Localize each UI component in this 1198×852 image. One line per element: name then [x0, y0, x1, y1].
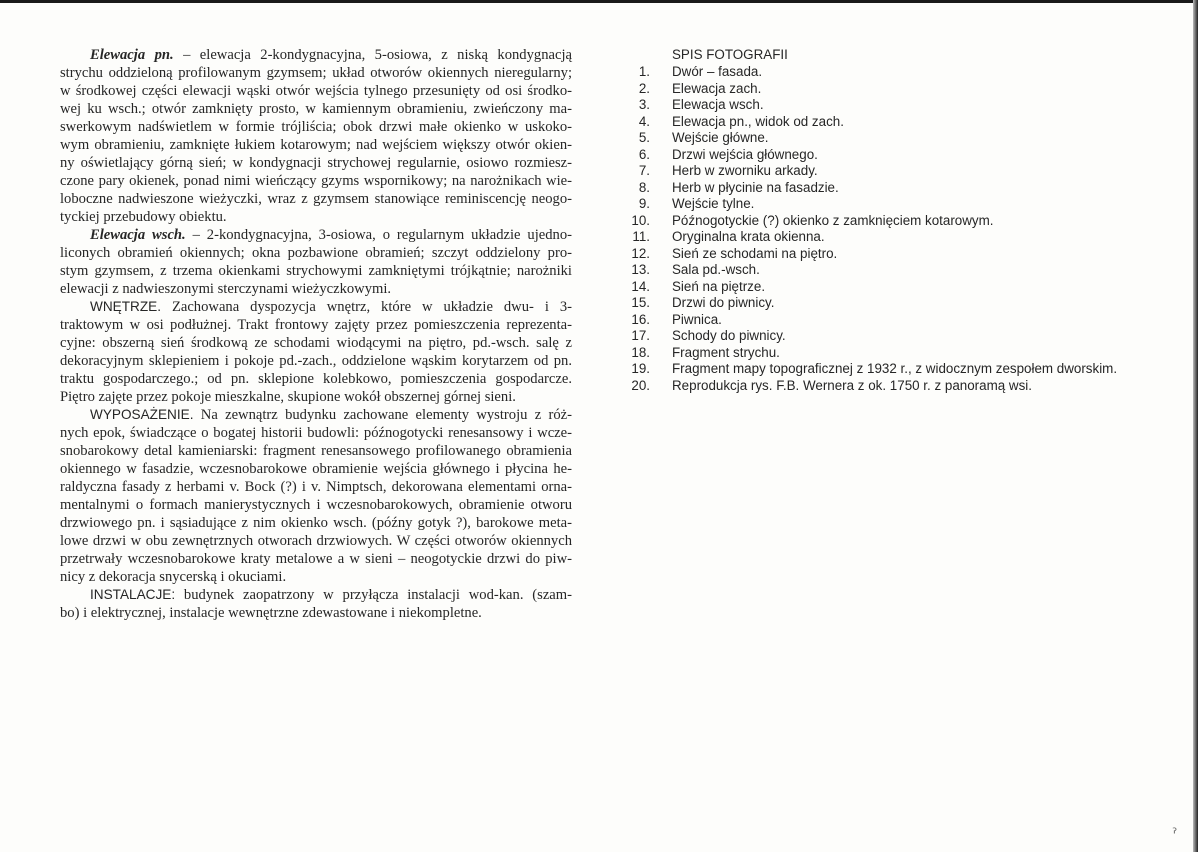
line-text: lowe drzwi w obu zewnętrznych otworach drzwiowych. W części otworów okiennych [60, 533, 572, 549]
item-caption: Sala pd.-wsch. [672, 262, 760, 277]
photo-list-item [620, 180, 1117, 197]
photo-list-title: SPIS FOTOGRAFII [672, 47, 788, 62]
line-text: snobarokowy detal kamieniarski: fragment renesansowego profilowanego obramienia [60, 443, 572, 459]
photo-list-item [620, 361, 1117, 378]
text-line [60, 442, 572, 460]
photo-list-item [620, 328, 1117, 345]
line-text: swerkowym nadświetlem w formie trójliścia; obok drzwi małe okienko w uskoko- [60, 119, 572, 135]
text-line [60, 586, 572, 604]
line-text: cyjne: obszerną sień środkową ze schodami wiodącymi na piętro, pd.-wsch. salę z [60, 335, 572, 351]
item-number: 7. [638, 163, 650, 178]
item-number: 4. [638, 113, 650, 129]
text-line [60, 568, 572, 586]
line-text: Na zewnątrz budynku zachowane elementy wystroju z róż- [193, 407, 572, 423]
item-caption: Schody do piwnicy. [672, 328, 786, 343]
text-line [60, 406, 572, 424]
photo-list-item [620, 114, 1117, 131]
item-caption: Fragment mapy topograficznej z 1932 r., z widocznym zespołem dworskim. [672, 361, 1118, 376]
item-number: 15. [631, 295, 650, 310]
line-text: nicy z dekoracja snycerską i okuciami. [60, 569, 287, 585]
photo-list-item [620, 81, 1117, 98]
line-text: traktu gospodarczego.; od pn. sklepione kolebkowo, pomieszczenia gospodarcze. [60, 371, 572, 387]
item-caption: Drzwi do piwnicy. [672, 295, 775, 310]
text-line [60, 460, 572, 478]
text-line [60, 64, 572, 82]
section-heading: WNĘTRZE. [90, 299, 161, 314]
line-text: w środkowej części elewacji wąski otwór wejścia tylnego przesunięty od osi środko- [60, 83, 572, 99]
line-text: Piętro zajęte przez pokoje mieszkalne, skupione wokół obszernej górnej sieni. [60, 389, 516, 405]
item-number: 5. [638, 130, 650, 145]
line-text: wej ku wsch.; otwór zamknięty prosto, w kamiennym obramieniu, zwieńczony ma- [60, 101, 572, 117]
item-number: 2. [638, 80, 650, 96]
item-caption: Dwór – fasada. [672, 64, 763, 79]
line-text: okiennego w fasadzie, wczesnobarokowe obramienie wejścia głównego i płycina he- [60, 461, 572, 477]
scan-right-edge [1193, 0, 1198, 852]
item-number: 19. [631, 361, 650, 376]
text-line [60, 532, 572, 550]
photo-list-item [620, 196, 1117, 213]
photo-list-item [620, 130, 1117, 147]
item-number: 13. [631, 262, 650, 277]
item-caption: Wejście tylne. [672, 196, 755, 211]
item-caption: Piwnica. [672, 311, 722, 327]
line-text: elewacji z nadwieszonymi sterczynami wieżyczkowymi. [60, 281, 392, 297]
line-text: budynek zaopatrzony w przyłącza instalacji wod-kan. (szam- [175, 587, 572, 603]
line-text: stym gzymsem, z trzema okienkami strychowymi zamkniętymi trójkątnie; narożniki [60, 263, 572, 279]
photo-list-item [620, 64, 1117, 81]
line-text: – 2-kondygnacyjna, 3-osiowa, o regularnym układzie ujedno- [185, 227, 572, 243]
item-number: 18. [631, 344, 650, 360]
line-text: tyckiej przebudowy obiektu. [60, 209, 227, 225]
item-number: 10. [631, 212, 650, 228]
item-number: 11. [632, 229, 650, 244]
photo-list-item [620, 279, 1117, 296]
text-line [60, 424, 572, 442]
item-caption: Herb w zworniku arkady. [672, 163, 818, 178]
item-number: 17. [631, 328, 650, 343]
scan-mark: ˀ [1172, 826, 1178, 842]
line-text: traktowym w osi podłużnej. Trakt frontowy zajęty przez pomieszczenia reprezenta- [60, 317, 572, 333]
text-line [60, 352, 572, 370]
item-caption: Drzwi wejścia głównego. [672, 146, 818, 162]
line-text: dekoracyjnym sklepieniem i pokoje pd.-zach., oddzielone wąskim korytarzem od pn. [60, 353, 572, 369]
item-caption: Oryginalna krata okienna. [672, 229, 825, 244]
item-caption: Elewacja wsch. [672, 97, 764, 112]
photo-list-item [620, 262, 1117, 279]
line-text: ny oświetlający górną sień; w kondygnacji strychowej regularnie, osiowo rozmiesz- [60, 155, 572, 171]
line-text: – elewacja 2-kondygnacyjna, 5-osiowa, z niską kondygnacją [173, 47, 572, 63]
text-line [60, 46, 572, 64]
item-number: 3. [638, 97, 650, 112]
item-number: 9. [638, 196, 650, 211]
section-heading: INSTALACJE: [90, 587, 176, 602]
text-line [60, 298, 572, 316]
text-line [60, 496, 572, 514]
line-text: nych epok, świadczące o bogatej historii budowli: późnogotycki renesansowy i wcze- [60, 425, 572, 441]
text-line [60, 550, 572, 568]
item-number: 16. [631, 311, 650, 327]
photo-list-item [620, 246, 1117, 263]
line-text: bo) i elektrycznej, instalacje wewnętrzne zdewastowane i niekompletne. [60, 605, 482, 621]
text-line [60, 478, 572, 496]
line-text: liconych obramień okiennych; okna pozbawione obramień; szczyt oddzielony pro- [60, 245, 572, 261]
photo-list [620, 46, 1117, 394]
text-line [60, 226, 572, 244]
line-text: loboczne nadwieszone wieżyczki, wraz z gzymsem stanowiące reminiscencję neogo- [60, 191, 572, 207]
text-line [60, 334, 572, 352]
item-caption: Sień ze schodami na piętro. [672, 245, 838, 261]
text-line [60, 316, 572, 334]
item-caption: Reprodukcja rys. F.B. Wernera z ok. 1750 r. z panoramą wsi. [672, 377, 1032, 393]
line-text: strychu oddzieloną profilowanym gzymsem; układ otworów okiennych nieregularny; [60, 65, 572, 81]
text-line [60, 136, 572, 154]
text-line [60, 244, 572, 262]
line-text: mentalnymi o formach manierystycznych i wczesnobarokowych, obramienie otworu [60, 497, 572, 513]
text-line [60, 82, 572, 100]
item-caption: Sień na piętrze. [672, 278, 766, 294]
text-line [60, 262, 572, 280]
photo-list-item [620, 97, 1117, 114]
text-line [60, 388, 572, 406]
text-line [60, 100, 572, 118]
section-heading: WYPOSAŻENIE. [90, 407, 194, 422]
item-number: 1. [638, 64, 650, 79]
text-line [60, 118, 572, 136]
text-line [60, 514, 572, 532]
photo-list-item [620, 163, 1117, 180]
photo-list-item [620, 213, 1117, 230]
photo-list-item [620, 229, 1117, 246]
item-caption: Herb w płycinie na fasadzie. [672, 179, 839, 195]
photo-list-item [620, 312, 1117, 329]
photo-list-item [620, 345, 1117, 362]
line-text: czone pary okienek, ponad nimi wieńczący gzyms wspornikowy; na narożnikach wie- [60, 173, 572, 189]
scan-top-edge [0, 0, 1198, 3]
photo-list-item [620, 295, 1117, 312]
description-text-column [60, 46, 572, 622]
section-heading: Elewacja wsch. [90, 227, 186, 243]
line-text: wym obramieniu, zamknięte łukiem kotarowym; nad wejściem większy otwór okien- [60, 137, 572, 153]
item-caption: Elewacja pn., widok od zach. [672, 113, 844, 129]
item-number: 20. [631, 377, 650, 393]
text-line [60, 154, 572, 172]
item-caption: Elewacja zach. [672, 80, 762, 96]
item-number: 6. [638, 146, 650, 162]
line-text: drzwiowego pn. i sąsiadujące z nim okienko wsch. (późny gotyk ?), barokowe meta- [60, 515, 572, 531]
item-caption: Fragment strychu. [672, 344, 780, 360]
line-text: przetrwały wczesnobarokowe kraty metalowe a w sieni – neogotyckie drzwi do piw- [60, 551, 572, 567]
item-caption: Późnogotyckie (?) okienko z zamknięciem kotarowym. [672, 212, 994, 228]
text-line [60, 370, 572, 388]
text-line [60, 190, 572, 208]
item-number: 14. [631, 278, 650, 294]
text-line [60, 280, 572, 298]
text-line [60, 208, 572, 226]
text-line [60, 604, 572, 622]
photo-list-item [620, 378, 1117, 395]
item-number: 12. [631, 245, 650, 261]
line-text: Zachowana dyspozycja wnętrz, które w układzie dwu- i 3- [160, 299, 572, 315]
item-number: 8. [638, 179, 650, 195]
line-text: raldyczna fasady z herbami v. Bock (?) i v. Nimptsch, dekorowana elementami orna- [60, 479, 572, 495]
photo-list-item [620, 147, 1117, 164]
item-caption: Wejście główne. [672, 130, 769, 145]
section-heading: Elewacja pn. [90, 47, 174, 63]
text-line [60, 172, 572, 190]
